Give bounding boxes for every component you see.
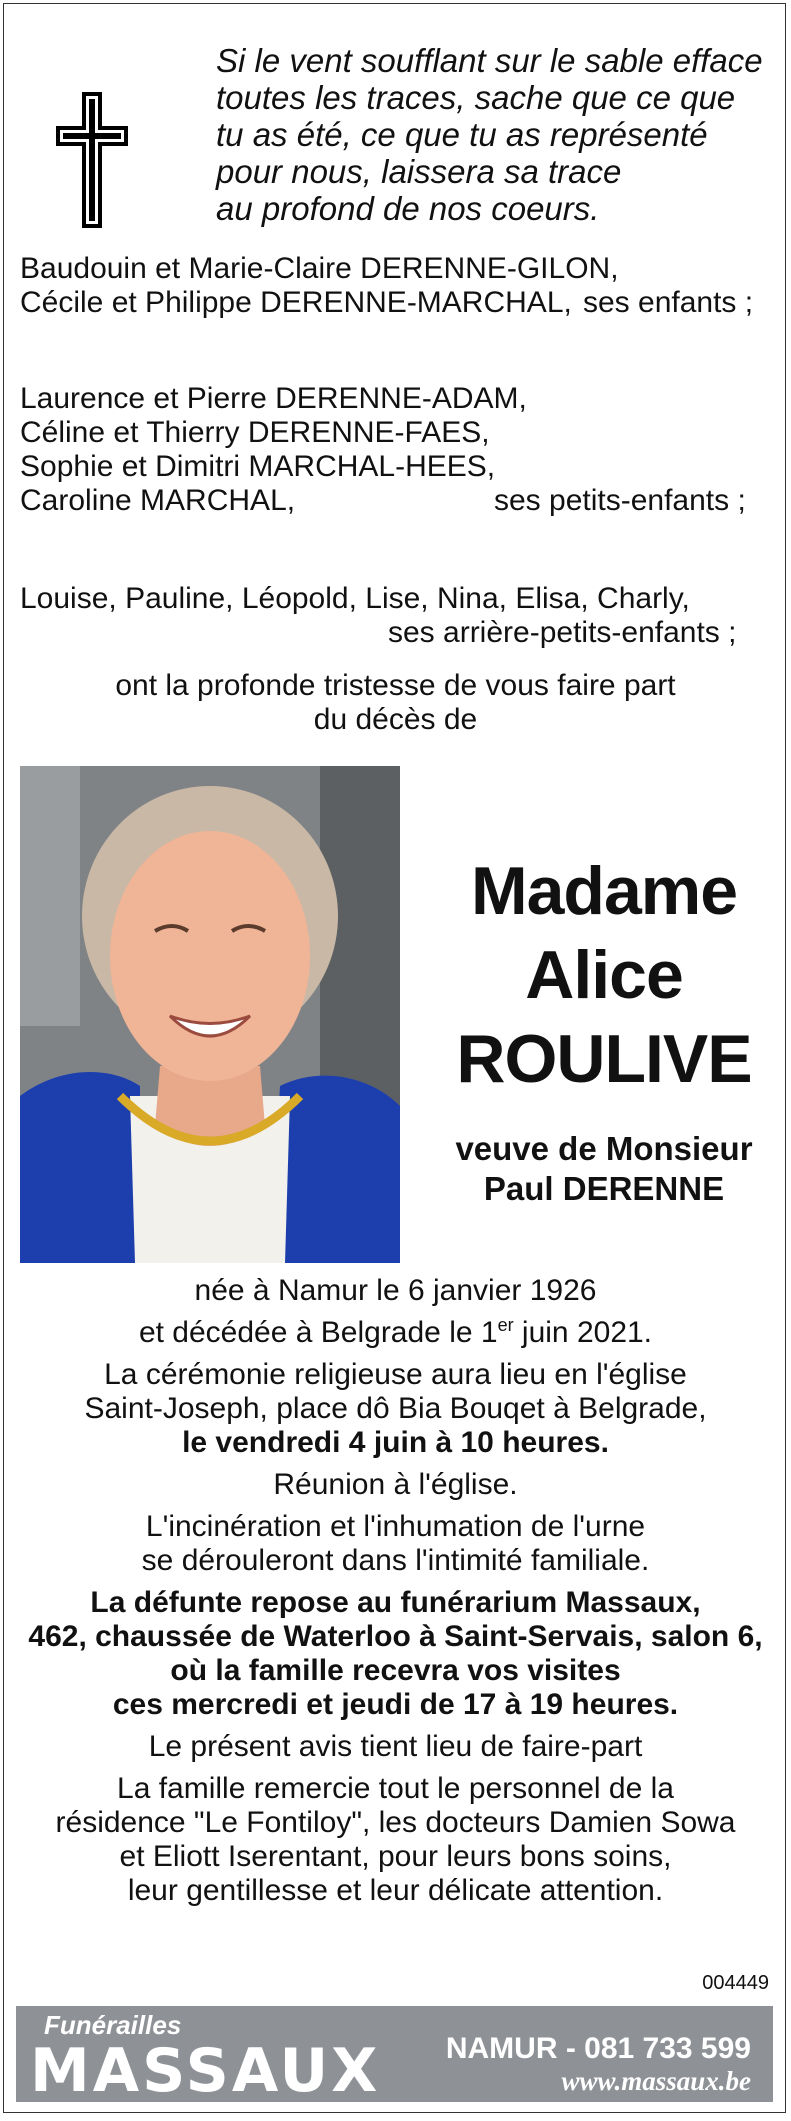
details-block [4, 1274, 787, 1916]
family-names: Louise, Pauline, Léopold, Lise, Nina, Elisa, Charly, [20, 582, 690, 615]
family-names: Laurence et Pierre DERENNE-ADAM, [20, 382, 527, 415]
widow-line: veuve de Monsieur [455, 1130, 753, 1167]
poem-line: au profond de nos coeurs. [216, 190, 600, 227]
thanks-line: leur gentillesse et leur délicate attention. [127, 1874, 664, 1907]
deceased-first-name: Alice [525, 937, 683, 1013]
ceremony-line: Saint-Joseph, place dô Bia Bouqet à Belgrade, [84, 1392, 707, 1425]
family-line [20, 416, 780, 450]
poem-line: tu as été, ce que tu as représenté [216, 116, 708, 153]
poem-line: Si le vent soufflant sur le sable efface [216, 42, 763, 79]
thanks-paragraph [4, 1772, 787, 1908]
portrait-illustration [20, 766, 400, 1263]
reference-number: 004449 [702, 1972, 769, 1994]
family-line [20, 252, 780, 286]
footer-city-phone: NAMUR - 081 733 599 [445, 2032, 751, 2065]
thanks-line: La famille remercie tout le personnel de la [117, 1772, 674, 1805]
footer-brand: MASSAUX [30, 2036, 381, 2106]
funerarium-line: La défunte repose au funérarium Massaux, [90, 1586, 701, 1619]
relation-label: ses enfants ; [583, 286, 754, 319]
funerarium-line: ces mercredi et jeudi de 17 à 19 heures. [112, 1688, 679, 1721]
cremation-line: L'incinération et l'inhumation de l'urne [145, 1510, 646, 1543]
footer-website[interactable]: www.massaux.be [561, 2066, 751, 2096]
cremation-line: se dérouleront dans l'intimité familiale. [141, 1544, 650, 1577]
meeting-paragraph: Réunion à l'église. [273, 1468, 518, 1501]
great-grandchildren-block [20, 582, 780, 650]
announcement-line: du décès de [313, 703, 478, 736]
family-names: Céline et Thierry DERENNE-FAES, [20, 416, 490, 449]
poem [216, 42, 776, 227]
family-names: Baudouin et Marie-Claire DERENNE-GILON, [20, 252, 619, 285]
ceremony-time: le vendredi 4 juin à 10 heures. [182, 1426, 609, 1459]
family-line [20, 616, 780, 650]
announcement [4, 669, 787, 737]
family-line [20, 286, 780, 320]
footer-banner [16, 2006, 773, 2106]
announcement-line: ont la profonde tristesse de vous faire part [115, 669, 676, 702]
funerarium-line: 462, chaussée de Waterloo à Saint-Servais, salon 6, [28, 1620, 763, 1653]
death-ordinal: er [497, 1315, 514, 1335]
family-line [20, 484, 780, 518]
cremation-paragraph [4, 1510, 787, 1578]
birth-line: née à Namur le 6 janvier 1926 [194, 1274, 597, 1307]
relation-label: ses arrière-petits-enfants ; [388, 616, 737, 649]
deceased-name [434, 849, 774, 1101]
family-names: Sophie et Dimitri MARCHAL-HEES, [20, 450, 496, 483]
ceremony-line: La cérémonie religieuse aura lieu en l'église [104, 1358, 687, 1391]
death-text: et décédée à Belgrade le 1 [138, 1316, 498, 1349]
funerarium-paragraph [4, 1586, 787, 1722]
obituary-notice [3, 3, 786, 2113]
children-block [20, 252, 780, 320]
poem-line: pour nous, laissera sa trace [216, 153, 622, 190]
widow-line: Paul DERENNE [483, 1170, 725, 1207]
deceased-last-name: ROULIVE [456, 1021, 752, 1097]
relation-label: ses petits-enfants ; [494, 484, 746, 517]
family-names: Cécile et Philippe DERENNE-MARCHAL, [20, 286, 572, 319]
birth-death-paragraph [4, 1274, 787, 1350]
cross-icon [56, 92, 128, 228]
thanks-line: et Eliott Iserentant, pour leurs bons soins, [119, 1840, 672, 1873]
ceremony-paragraph [4, 1358, 787, 1460]
family-line [20, 582, 780, 616]
notice-paragraph: Le présent avis tient lieu de faire-part [148, 1730, 643, 1763]
widow-of [424, 1129, 784, 1209]
family-line [20, 450, 780, 484]
portrait-photo [20, 766, 400, 1263]
funerarium-line: où la famille recevra vos visites [170, 1654, 621, 1687]
grandchildren-block [20, 382, 780, 518]
family-names: Caroline MARCHAL, [20, 484, 296, 517]
poem-line: toutes les traces, sache que ce que [216, 79, 736, 116]
family-line [20, 382, 780, 416]
thanks-line: résidence "Le Fontiloy", les docteurs Damien Sowa [55, 1806, 736, 1839]
footer-brand-top: Funérailles [44, 2010, 182, 2040]
death-text: juin 2021. [513, 1316, 653, 1349]
death-line [139, 1316, 652, 1349]
deceased-title: Madame [470, 853, 738, 929]
